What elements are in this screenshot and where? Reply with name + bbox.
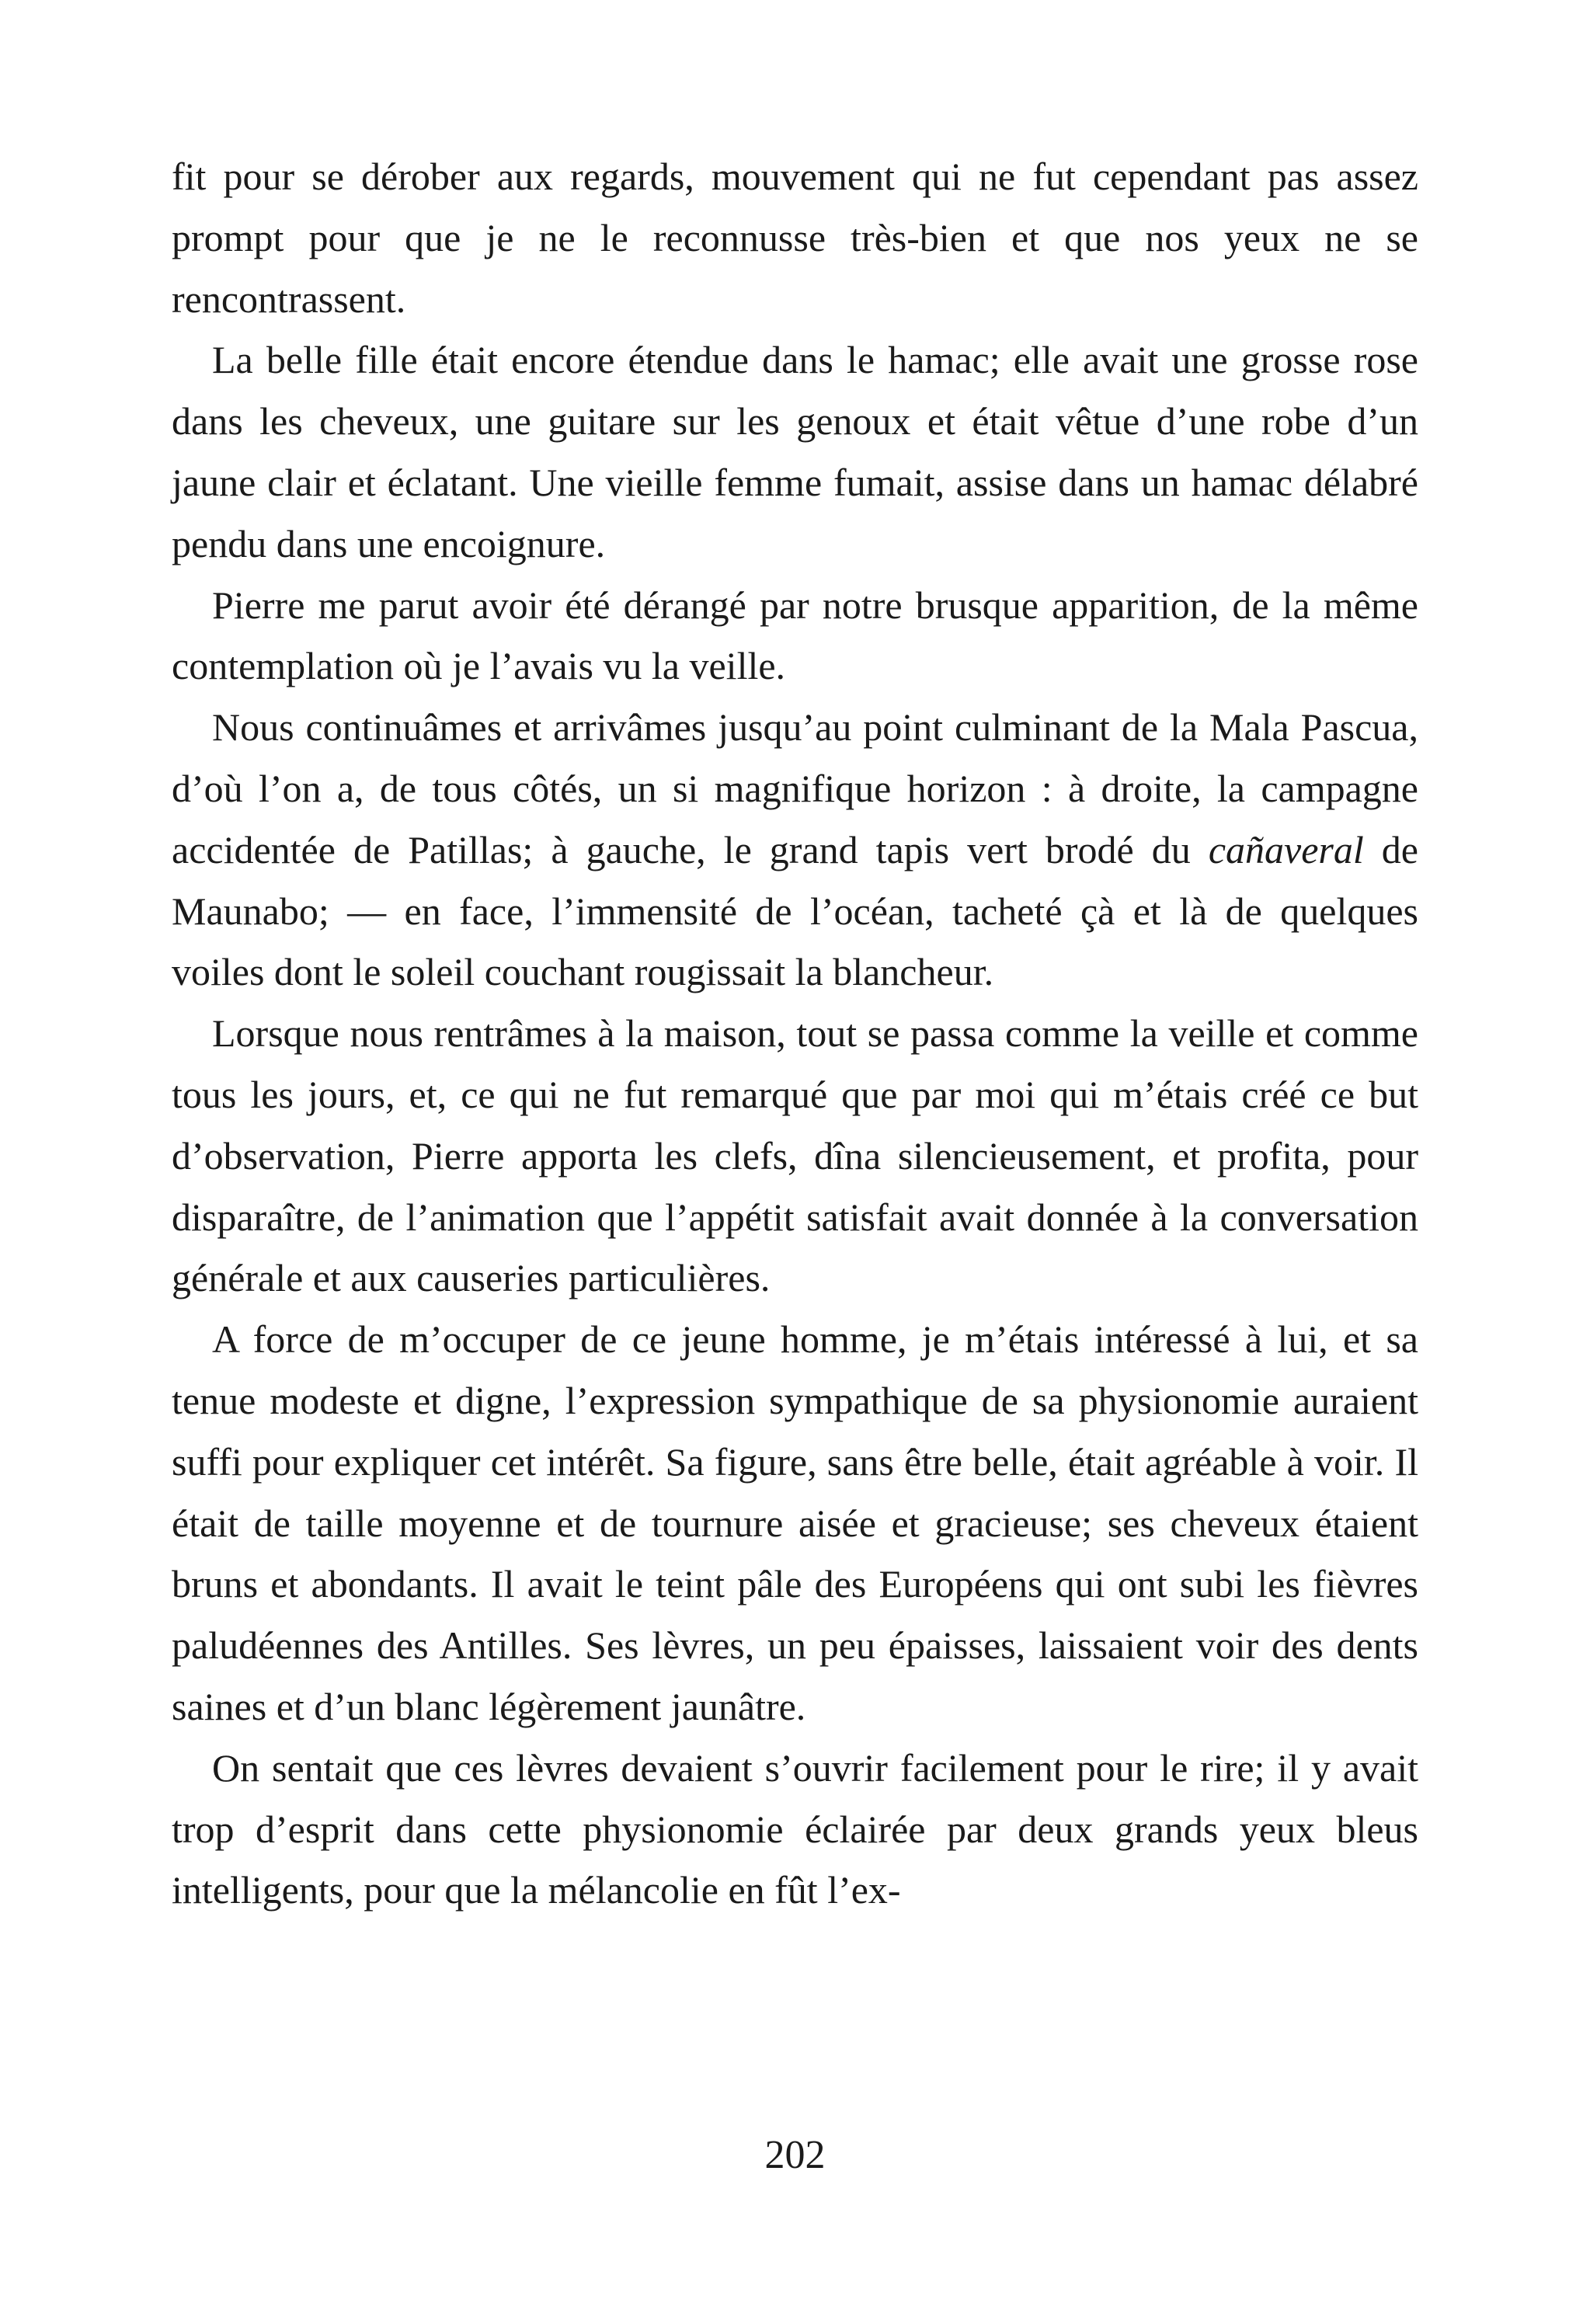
paragraph-5 (172, 1003, 1418, 1309)
paragraph-7 (172, 1738, 1418, 1921)
paragraph-4 (172, 697, 1418, 1003)
paragraph-1-text: fit pour se dérober aux regards, mouvement qui ne fut cependant pas assez prompt pour que je ne le reconnusse très-bien et que nos yeux ne se rencontrassent. (172, 155, 1418, 321)
page-number: 202 (764, 2133, 826, 2177)
paragraph-6-text: A force de m’occuper de ce jeune homme, je m’étais intéressé à lui, et sa tenue modeste et digne, l’expression sympathique de sa physionomie auraient suffi pour expliquer cet intérêt. Sa figure, sans être belle, était agréable à voir. Il était de taille moyenne et de tournure aisée et gracieuse; ses cheveux étaient bruns et abondants. Il avait le teint pâle des Européens qui ont subi les fièvres paludéennes des Antilles. Ses lèvres, un peu épaisses, laissaient voir des dents saines et d’un blanc légèrement jaunâtre. (172, 1317, 1418, 1728)
paragraph-4-italic-word: cañaveral (1208, 827, 1364, 872)
paragraph-7-text: On sentait que ces lèvres devaient s’ouvrir facilement pour le rire; il y avait trop d’esprit dans cette physionomie éclairée par deux grands yeux bleus intelligents, pour que la mélancolie en fût l’ex- (172, 1745, 1418, 1912)
paragraph-2 (172, 329, 1418, 574)
paragraph-1 (172, 146, 1418, 329)
paragraph-5-text: Lorsque nous rentrâmes à la maison, tout se passa comme la veille et comme tous les jours, et, ce qui ne fut remarqué que par moi qui m’étais créé ce but d’observation, Pierre apporta les clefs, dîna silencieusement, et profita, pour disparaître, de l’animation que l’appétit satisfait avait donnée à la conversation générale et aux causeries particulières. (172, 1011, 1418, 1300)
paragraph-3-text: Pierre me parut avoir été dérangé par notre brusque apparition, de la même contemplation où je l’avais vu la veille. (172, 583, 1418, 688)
body-text (172, 146, 1418, 1921)
paragraph-4-text-a: Nous continuâmes et arrivâmes jusqu’au point culminant de la Mala Pascua, d’où l’on a, de tous côtés, un si magnifique horizon : à droite, la campagne accidentée de Patillas; à gauche, le grand tapis vert brodé du (172, 705, 1418, 872)
paragraph-6 (172, 1309, 1418, 1738)
paragraph-3 (172, 575, 1418, 698)
paragraph-4-text-b: de Maunabo; — en face, l’immensité de l’océan, tacheté çà et là de quelques voiles dont le soleil couchant rougissait la blancheur. (172, 827, 1418, 994)
paragraph-2-text: La belle fille était encore étendue dans le hamac; elle avait une grosse rose dans les cheveux, une guitare sur les genoux et était vêtue d’une robe d’un jaune clair et éclatant. Une vieille femme fumait, assise dans un hamac délabré pendu dans une encoignure. (172, 338, 1418, 565)
